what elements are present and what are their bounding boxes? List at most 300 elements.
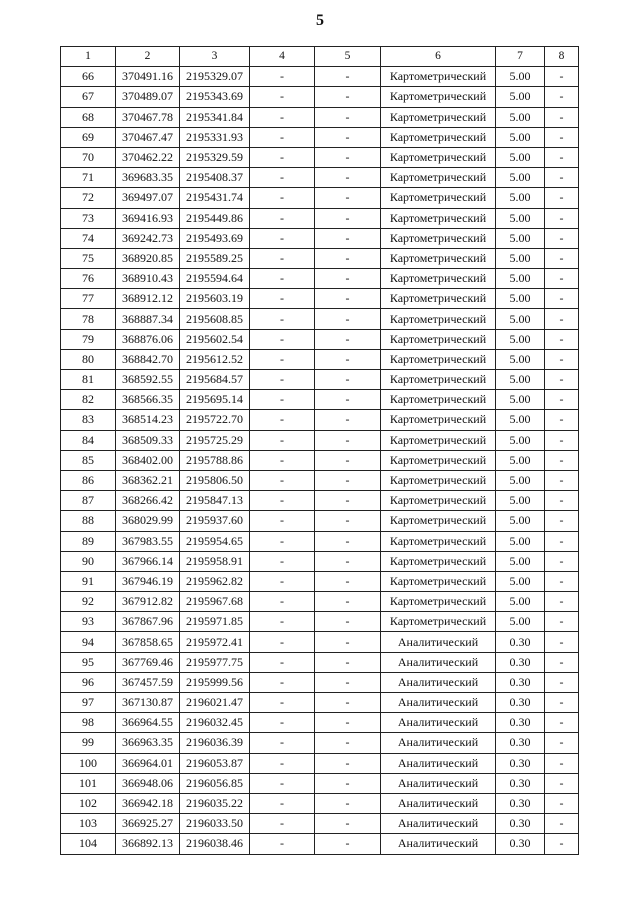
table-row [61,410,579,430]
accuracy-cell: 5.00 [496,450,545,470]
table-row [61,733,579,753]
accuracy-cell: 5.00 [496,309,545,329]
column-8-cell: - [545,753,579,773]
table-row [61,349,579,369]
x-coordinate-cell: 366925.27 [116,814,180,834]
column-4-cell: - [250,410,315,430]
accuracy-cell: 5.00 [496,612,545,632]
column-5-cell: - [315,672,381,692]
x-coordinate-cell: 367457.59 [116,672,180,692]
column-header: 1 [61,47,116,67]
column-4-cell: - [250,511,315,531]
column-5-cell: - [315,733,381,753]
accuracy-cell: 5.00 [496,531,545,551]
point-number-cell: 89 [61,531,116,551]
point-number-cell: 75 [61,248,116,268]
column-5-cell: - [315,127,381,147]
column-5-cell: - [315,168,381,188]
method-cell: Аналитический [381,652,496,672]
column-4-cell: - [250,107,315,127]
table-row [61,713,579,733]
column-5-cell: - [315,612,381,632]
point-number-cell: 72 [61,188,116,208]
column-4-cell: - [250,632,315,652]
column-8-cell: - [545,592,579,612]
method-cell: Картометрический [381,349,496,369]
method-cell: Картометрический [381,329,496,349]
column-4-cell: - [250,592,315,612]
column-header: 6 [381,47,496,67]
column-5-cell: - [315,349,381,369]
point-number-cell: 73 [61,208,116,228]
method-cell: Аналитический [381,733,496,753]
method-cell: Картометрический [381,67,496,87]
column-8-cell: - [545,612,579,632]
method-cell: Картометрический [381,470,496,490]
column-header: 8 [545,47,579,67]
x-coordinate-cell: 368029.99 [116,511,180,531]
column-8-cell: - [545,329,579,349]
method-cell: Аналитический [381,753,496,773]
column-4-cell: - [250,87,315,107]
column-8-cell: - [545,228,579,248]
y-coordinate-cell: 2195602.54 [180,329,250,349]
method-cell: Картометрический [381,511,496,531]
column-4-cell: - [250,834,315,854]
column-5-cell: - [315,470,381,490]
method-cell: Картометрический [381,228,496,248]
column-8-cell: - [545,248,579,268]
point-number-cell: 104 [61,834,116,854]
column-8-cell: - [545,470,579,490]
table-row [61,450,579,470]
y-coordinate-cell: 2195343.69 [180,87,250,107]
point-number-cell: 80 [61,349,116,369]
column-5-cell: - [315,289,381,309]
table-row [61,168,579,188]
column-header: 7 [496,47,545,67]
y-coordinate-cell: 2196033.50 [180,814,250,834]
table-row [61,390,579,410]
method-cell: Картометрический [381,612,496,632]
y-coordinate-cell: 2195493.69 [180,228,250,248]
point-number-cell: 96 [61,672,116,692]
y-coordinate-cell: 2195329.07 [180,67,250,87]
table-row [61,208,579,228]
y-coordinate-cell: 2195331.93 [180,127,250,147]
x-coordinate-cell: 368402.00 [116,450,180,470]
x-coordinate-cell: 368509.33 [116,430,180,450]
method-cell: Картометрический [381,127,496,147]
method-cell: Аналитический [381,793,496,813]
column-4-cell: - [250,652,315,672]
column-header: 3 [180,47,250,67]
accuracy-cell: 0.30 [496,793,545,813]
x-coordinate-cell: 367867.96 [116,612,180,632]
accuracy-cell: 5.00 [496,289,545,309]
point-number-cell: 100 [61,753,116,773]
x-coordinate-cell: 366964.01 [116,753,180,773]
y-coordinate-cell: 2195972.41 [180,632,250,652]
point-number-cell: 84 [61,430,116,450]
y-coordinate-cell: 2195999.56 [180,672,250,692]
accuracy-cell: 5.00 [496,511,545,531]
column-4-cell: - [250,551,315,571]
x-coordinate-cell: 369497.07 [116,188,180,208]
point-number-cell: 78 [61,309,116,329]
y-coordinate-cell: 2195408.37 [180,168,250,188]
point-number-cell: 87 [61,491,116,511]
column-5-cell: - [315,329,381,349]
accuracy-cell: 0.30 [496,713,545,733]
table-row [61,269,579,289]
point-number-cell: 97 [61,693,116,713]
y-coordinate-cell: 2195967.68 [180,592,250,612]
y-coordinate-cell: 2196053.87 [180,753,250,773]
table-row [61,87,579,107]
column-8-cell: - [545,269,579,289]
column-5-cell: - [315,693,381,713]
column-4-cell: - [250,127,315,147]
y-coordinate-cell: 2196036.39 [180,733,250,753]
column-5-cell: - [315,309,381,329]
y-coordinate-cell: 2195684.57 [180,370,250,390]
y-coordinate-cell: 2195341.84 [180,107,250,127]
point-number-cell: 93 [61,612,116,632]
method-cell: Картометрический [381,107,496,127]
accuracy-cell: 5.00 [496,410,545,430]
x-coordinate-cell: 366948.06 [116,773,180,793]
table-row [61,834,579,854]
column-4-cell: - [250,491,315,511]
point-number-cell: 95 [61,652,116,672]
y-coordinate-cell: 2195695.14 [180,390,250,410]
accuracy-cell: 0.30 [496,773,545,793]
column-8-cell: - [545,430,579,450]
column-4-cell: - [250,168,315,188]
column-8-cell: - [545,511,579,531]
table-row [61,188,579,208]
column-4-cell: - [250,349,315,369]
column-4-cell: - [250,672,315,692]
method-cell: Картометрический [381,168,496,188]
method-cell: Картометрический [381,410,496,430]
method-cell: Аналитический [381,672,496,692]
table-row [61,793,579,813]
column-4-cell: - [250,228,315,248]
column-4-cell: - [250,773,315,793]
table-row [61,571,579,591]
y-coordinate-cell: 2195971.85 [180,612,250,632]
column-5-cell: - [315,551,381,571]
column-4-cell: - [250,430,315,450]
column-4-cell: - [250,67,315,87]
method-cell: Картометрический [381,531,496,551]
accuracy-cell: 0.30 [496,733,545,753]
column-5-cell: - [315,713,381,733]
method-cell: Аналитический [381,834,496,854]
accuracy-cell: 0.30 [496,632,545,652]
method-cell: Картометрический [381,551,496,571]
column-4-cell: - [250,289,315,309]
point-number-cell: 94 [61,632,116,652]
table-row [61,632,579,652]
column-8-cell: - [545,107,579,127]
accuracy-cell: 5.00 [496,248,545,268]
column-8-cell: - [545,208,579,228]
accuracy-cell: 5.00 [496,430,545,450]
accuracy-cell: 0.30 [496,834,545,854]
x-coordinate-cell: 367858.65 [116,632,180,652]
y-coordinate-cell: 2195603.19 [180,289,250,309]
column-5-cell: - [315,67,381,87]
column-4-cell: - [250,612,315,632]
column-8-cell: - [545,450,579,470]
x-coordinate-cell: 366964.55 [116,713,180,733]
y-coordinate-cell: 2195612.52 [180,349,250,369]
point-number-cell: 66 [61,67,116,87]
y-coordinate-cell: 2195937.60 [180,511,250,531]
table-body [61,67,579,854]
column-8-cell: - [545,672,579,692]
x-coordinate-cell: 368920.85 [116,248,180,268]
table-row [61,652,579,672]
accuracy-cell: 0.30 [496,693,545,713]
accuracy-cell: 5.00 [496,147,545,167]
column-4-cell: - [250,470,315,490]
column-4-cell: - [250,450,315,470]
x-coordinate-cell: 368910.43 [116,269,180,289]
column-8-cell: - [545,127,579,147]
x-coordinate-cell: 370491.16 [116,67,180,87]
method-cell: Картометрический [381,87,496,107]
accuracy-cell: 5.00 [496,551,545,571]
table-row [61,228,579,248]
column-8-cell: - [545,793,579,813]
column-header: 4 [250,47,315,67]
table-row [61,370,579,390]
method-cell: Картометрический [381,289,496,309]
column-8-cell: - [545,390,579,410]
accuracy-cell: 5.00 [496,470,545,490]
x-coordinate-cell: 368887.34 [116,309,180,329]
accuracy-cell: 0.30 [496,672,545,692]
x-coordinate-cell: 368566.35 [116,390,180,410]
y-coordinate-cell: 2195958.91 [180,551,250,571]
column-8-cell: - [545,147,579,167]
x-coordinate-cell: 367130.87 [116,693,180,713]
column-5-cell: - [315,430,381,450]
column-8-cell: - [545,733,579,753]
method-cell: Картометрический [381,491,496,511]
table-row [61,491,579,511]
y-coordinate-cell: 2195608.85 [180,309,250,329]
table-row [61,309,579,329]
y-coordinate-cell: 2195954.65 [180,531,250,551]
table-row [61,592,579,612]
table-row [61,693,579,713]
column-5-cell: - [315,531,381,551]
table-row [61,127,579,147]
accuracy-cell: 5.00 [496,107,545,127]
column-4-cell: - [250,733,315,753]
point-number-cell: 82 [61,390,116,410]
table-row [61,551,579,571]
table-row [61,612,579,632]
column-5-cell: - [315,450,381,470]
column-4-cell: - [250,248,315,268]
column-8-cell: - [545,814,579,834]
x-coordinate-cell: 367983.55 [116,531,180,551]
accuracy-cell: 5.00 [496,228,545,248]
column-5-cell: - [315,147,381,167]
column-4-cell: - [250,531,315,551]
method-cell: Картометрический [381,248,496,268]
accuracy-cell: 0.30 [496,652,545,672]
point-number-cell: 103 [61,814,116,834]
column-5-cell: - [315,592,381,612]
accuracy-cell: 5.00 [496,390,545,410]
column-5-cell: - [315,511,381,531]
y-coordinate-cell: 2196035.22 [180,793,250,813]
column-5-cell: - [315,491,381,511]
x-coordinate-cell: 369242.73 [116,228,180,248]
method-cell: Аналитический [381,693,496,713]
table-row [61,67,579,87]
y-coordinate-cell: 2196038.46 [180,834,250,854]
table-row [61,248,579,268]
point-number-cell: 102 [61,793,116,813]
point-number-cell: 92 [61,592,116,612]
x-coordinate-cell: 366942.18 [116,793,180,813]
table-row [61,470,579,490]
column-8-cell: - [545,652,579,672]
accuracy-cell: 5.00 [496,370,545,390]
column-4-cell: - [250,269,315,289]
y-coordinate-cell: 2195594.64 [180,269,250,289]
column-5-cell: - [315,269,381,289]
column-4-cell: - [250,814,315,834]
point-number-cell: 101 [61,773,116,793]
method-cell: Картометрический [381,269,496,289]
point-number-cell: 90 [61,551,116,571]
table-row [61,107,579,127]
x-coordinate-cell: 366963.35 [116,733,180,753]
column-4-cell: - [250,147,315,167]
method-cell: Аналитический [381,713,496,733]
column-4-cell: - [250,753,315,773]
method-cell: Картометрический [381,450,496,470]
column-5-cell: - [315,188,381,208]
point-number-cell: 86 [61,470,116,490]
x-coordinate-cell: 369683.35 [116,168,180,188]
column-8-cell: - [545,491,579,511]
accuracy-cell: 5.00 [496,571,545,591]
method-cell: Аналитический [381,814,496,834]
column-5-cell: - [315,107,381,127]
y-coordinate-cell: 2195806.50 [180,470,250,490]
column-5-cell: - [315,652,381,672]
column-8-cell: - [545,551,579,571]
table-header-row [61,47,579,67]
column-8-cell: - [545,87,579,107]
x-coordinate-cell: 368842.70 [116,349,180,369]
table-row [61,672,579,692]
method-cell: Картометрический [381,188,496,208]
accuracy-cell: 5.00 [496,127,545,147]
column-8-cell: - [545,188,579,208]
x-coordinate-cell: 370462.22 [116,147,180,167]
table-row [61,329,579,349]
accuracy-cell: 5.00 [496,208,545,228]
method-cell: Картометрический [381,571,496,591]
y-coordinate-cell: 2195847.13 [180,491,250,511]
column-4-cell: - [250,208,315,228]
column-5-cell: - [315,571,381,591]
y-coordinate-cell: 2195431.74 [180,188,250,208]
column-5-cell: - [315,208,381,228]
column-8-cell: - [545,349,579,369]
column-5-cell: - [315,632,381,652]
table-row [61,753,579,773]
column-8-cell: - [545,632,579,652]
accuracy-cell: 5.00 [496,67,545,87]
y-coordinate-cell: 2196021.47 [180,693,250,713]
table-row [61,147,579,167]
method-cell: Картометрический [381,370,496,390]
method-cell: Картометрический [381,592,496,612]
x-coordinate-cell: 369416.93 [116,208,180,228]
method-cell: Картометрический [381,390,496,410]
column-8-cell: - [545,309,579,329]
column-5-cell: - [315,753,381,773]
column-4-cell: - [250,188,315,208]
table-row [61,430,579,450]
point-number-cell: 68 [61,107,116,127]
accuracy-cell: 5.00 [496,87,545,107]
x-coordinate-cell: 368592.55 [116,370,180,390]
table-row [61,773,579,793]
accuracy-cell: 0.30 [496,814,545,834]
x-coordinate-cell: 368912.12 [116,289,180,309]
column-8-cell: - [545,168,579,188]
column-header: 5 [315,47,381,67]
column-8-cell: - [545,370,579,390]
point-number-cell: 71 [61,168,116,188]
x-coordinate-cell: 370489.07 [116,87,180,107]
x-coordinate-cell: 368362.21 [116,470,180,490]
point-number-cell: 67 [61,87,116,107]
x-coordinate-cell: 368514.23 [116,410,180,430]
x-coordinate-cell: 370467.78 [116,107,180,127]
y-coordinate-cell: 2195788.86 [180,450,250,470]
y-coordinate-cell: 2195589.25 [180,248,250,268]
point-number-cell: 79 [61,329,116,349]
column-4-cell: - [250,329,315,349]
point-number-cell: 88 [61,511,116,531]
y-coordinate-cell: 2196032.45 [180,713,250,733]
column-4-cell: - [250,713,315,733]
x-coordinate-cell: 366892.13 [116,834,180,854]
accuracy-cell: 5.00 [496,188,545,208]
point-number-cell: 81 [61,370,116,390]
column-5-cell: - [315,248,381,268]
page-number: 5 [316,12,324,29]
y-coordinate-cell: 2195725.29 [180,430,250,450]
y-coordinate-cell: 2195329.59 [180,147,250,167]
column-8-cell: - [545,410,579,430]
y-coordinate-cell: 2195449.86 [180,208,250,228]
